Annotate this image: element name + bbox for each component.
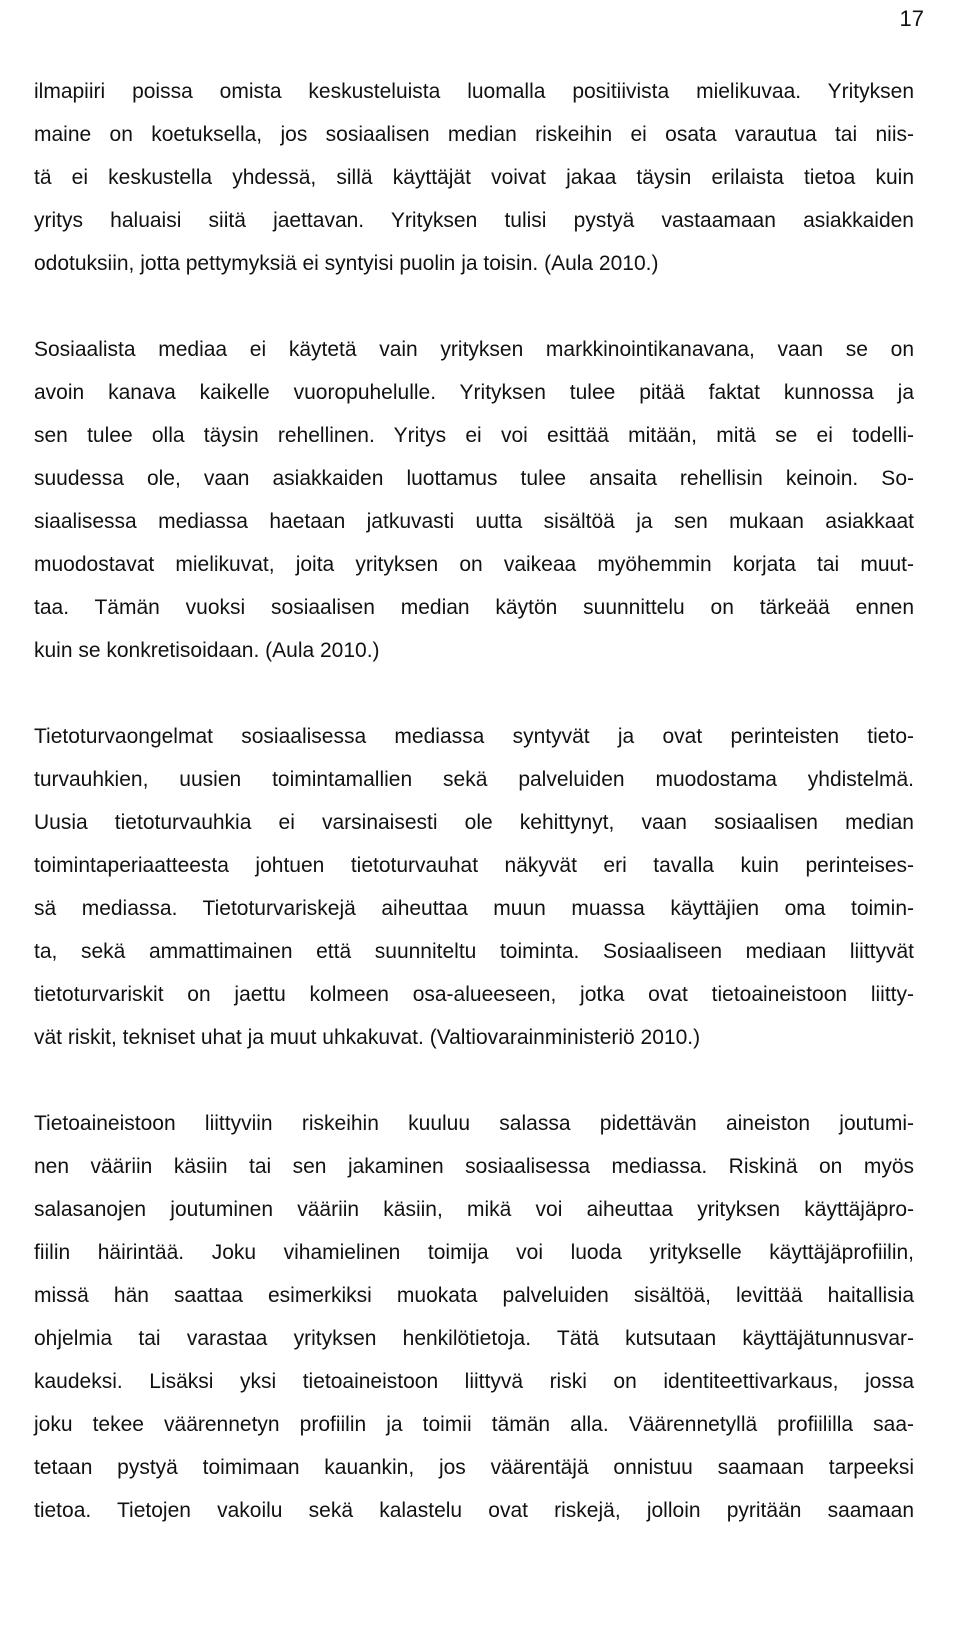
text-line: Tietoturvaongelmat sosiaalisessa mediassa syntyvät ja ovat perinteisten tieto- [34, 725, 914, 748]
text-line: ilmapiiri poissa omista keskusteluista luomalla positiivista mielikuvaa. Yrityksen [34, 80, 914, 103]
text-line: tetaan pystyä toimimaan kauankin, jos väärentäjä onnistuu saamaan tarpeeksi [34, 1456, 914, 1479]
text-line: missä hän saattaa esimerkiksi muokata palveluiden sisältöä, levittää haitallisia [34, 1284, 914, 1307]
text-line: ta, sekä ammattimainen että suunniteltu toiminta. Sosiaaliseen mediaan liittyvät [34, 940, 914, 963]
text-line: suudessa ole, vaan asiakkaiden luottamus tulee ansaita rehellisin keinoin. So- [34, 467, 914, 490]
text-line: fiilin häirintää. Joku vihamielinen toimija voi luoda yritykselle käyttäjäprofiilin, [34, 1241, 914, 1264]
text-line: joku tekee väärennetyn profiilin ja toimii tämän alla. Väärennetyllä profiililla saa- [34, 1413, 914, 1436]
text-line: tietoa. Tietojen vakoilu sekä kalastelu ovat riskejä, jolloin pyritään saamaan [34, 1499, 914, 1522]
paragraph-spacer [34, 285, 914, 328]
text-line: taa. Tämän vuoksi sosiaalisen median käytön suunnittelu on tärkeää ennen [34, 596, 914, 619]
text-line: sä mediassa. Tietoturvariskejä aiheuttaa muun muassa käyttäjien oma toimin- [34, 897, 914, 920]
text-line: Uusia tietoturvauhkia ei varsinaisesti ole kehittynyt, vaan sosiaalisen median [34, 811, 914, 834]
text-line: tietoturvariskit on jaettu kolmeen osa-alueeseen, jotka ovat tietoaineistoon liitty- [34, 983, 914, 1006]
page-number: 17 [899, 6, 924, 31]
text-line: Tietoaineistoon liittyviin riskeihin kuuluu salassa pidettävän aineiston joutumi- [34, 1112, 914, 1135]
text-line: tä ei keskustella yhdessä, sillä käyttäjät voivat jakaa täysin erilaista tietoa kuin [34, 166, 914, 189]
text-line: siaalisessa mediassa haetaan jatkuvasti uutta sisältöä ja sen mukaan asiakkaat [34, 510, 914, 533]
text-line: toimintaperiaatteesta johtuen tietoturvauhat näkyvät eri tavalla kuin perinteises- [34, 854, 914, 877]
text-line: avoin kanava kaikelle vuoropuhelulle. Yrityksen tulee pitää faktat kunnossa ja [34, 381, 914, 404]
text-line: nen vääriin käsiin tai sen jakaminen sosiaalisessa mediassa. Riskinä on myös [34, 1155, 914, 1178]
document-body [34, 70, 914, 1532]
text-line: kaudeksi. Lisäksi yksi tietoaineistoon liittyvä riski on identiteettivarkaus, jossa [34, 1370, 914, 1393]
paragraph-2 [34, 328, 914, 672]
paragraph-spacer [34, 672, 914, 715]
paragraph-3 [34, 715, 914, 1059]
text-line: yritys haluaisi siitä jaettavan. Yrityksen tulisi pystyä vastaamaan asiakkaiden [34, 209, 914, 232]
text-line: vät riskit, tekniset uhat ja muut uhkakuvat. (Valtiovarainministeriö 2010.) [34, 1026, 701, 1049]
text-line: Sosiaalista mediaa ei käytetä vain yrityksen markkinointikanavana, vaan se on [34, 338, 914, 361]
text-line: kuin se konkretisoidaan. (Aula 2010.) [34, 639, 380, 662]
text-line: muodostavat mielikuvat, joita yrityksen on vaikeaa myöhemmin korjata tai muut- [34, 553, 914, 576]
text-line: maine on koetuksella, jos sosiaalisen median riskeihin ei osata varautua tai niis- [34, 123, 914, 146]
text-line: ohjelmia tai varastaa yrityksen henkilötietoja. Tätä kutsutaan käyttäjätunnusvar- [34, 1327, 914, 1350]
text-line: salasanojen joutuminen vääriin käsiin, mikä voi aiheuttaa yrityksen käyttäjäpro- [34, 1198, 914, 1221]
paragraph-1 [34, 70, 914, 285]
text-line: odotuksiin, jotta pettymyksiä ei syntyisi puolin ja toisin. (Aula 2010.) [34, 252, 659, 275]
paragraph-4 [34, 1102, 914, 1532]
text-line: sen tulee olla täysin rehellinen. Yritys ei voi esittää mitään, mitä se ei todelli- [34, 424, 914, 447]
text-line: turvauhkien, uusien toimintamallien sekä palveluiden muodostama yhdistelmä. [34, 768, 914, 791]
paragraph-spacer [34, 1059, 914, 1102]
